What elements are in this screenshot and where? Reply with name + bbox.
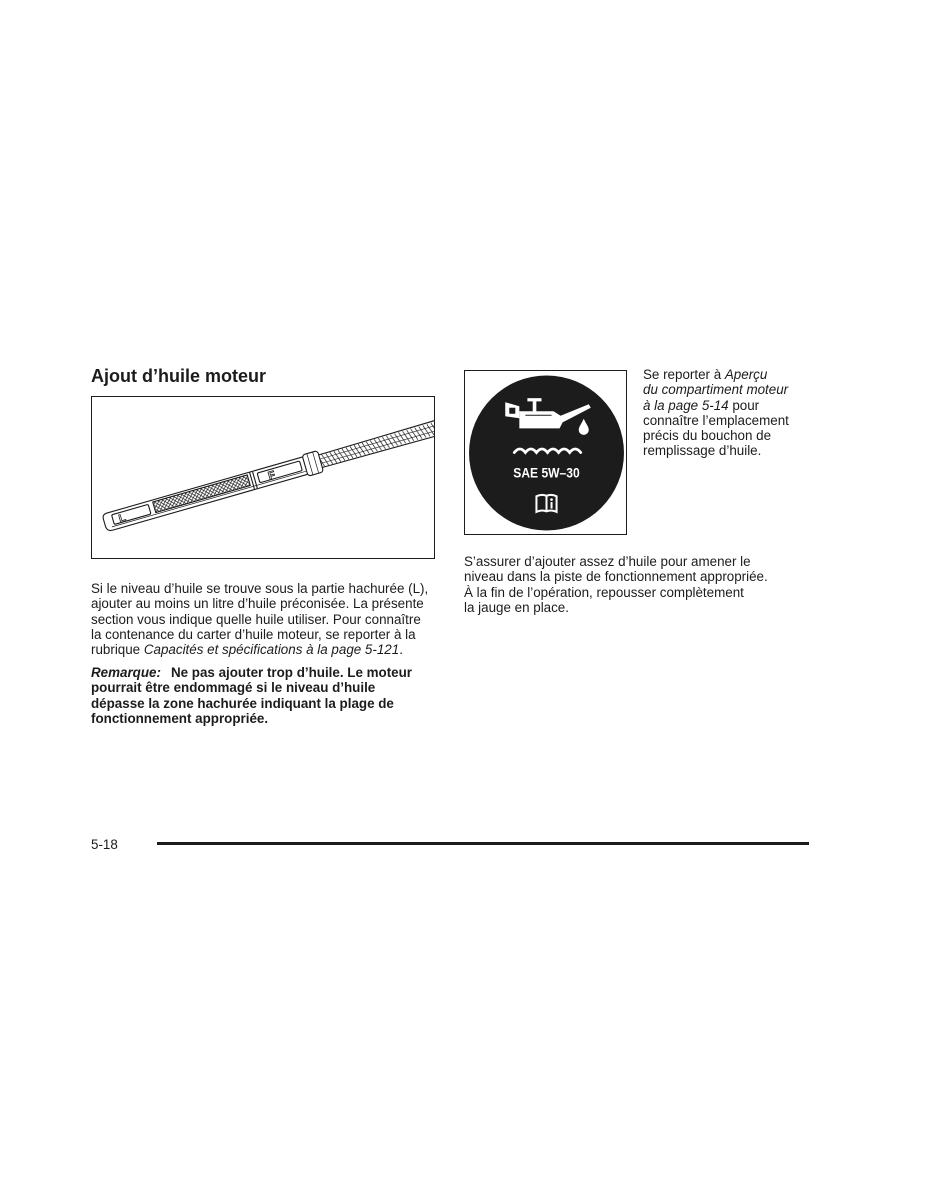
fill-level-paragraph (464, 554, 768, 615)
dipstick (101, 404, 434, 534)
paragraph-line: remplissage d’huile. (643, 443, 762, 459)
dipstick-illustration (91, 396, 435, 559)
note-line: pourrait être endommagé si le niveau d’huile (91, 680, 376, 696)
oil-spec-label: SAE 5W–30 (513, 464, 580, 481)
paragraph-line: section vous indique quelle huile utiliser. Pour connaître (91, 611, 421, 627)
cross-reference: à la page 5-14 (643, 397, 729, 413)
paragraph-line: ajouter au moins un litre d’huile préconisée. La présente (91, 596, 424, 612)
caution-note (91, 665, 412, 726)
oil-fill-cap-illustration (464, 370, 627, 535)
cross-reference: du compartiment moteur (643, 382, 789, 398)
line-text: pour (728, 397, 760, 413)
paragraph-line: la contenance du carter d’huile moteur, se reporter à la (91, 626, 416, 642)
note-line: dépasse la zone hachurée indiquant la plage de (91, 695, 394, 711)
cap-location-note (643, 367, 789, 459)
oil-fill-cap-symbol (465, 371, 626, 534)
dipstick-cable (316, 407, 434, 469)
paragraph-line (643, 367, 789, 382)
cross-reference: Aperçu (724, 367, 768, 382)
footer-rule (157, 842, 809, 845)
page-number: 5-18 (91, 837, 118, 852)
paragraph-line: S’assurer d’ajouter assez d’huile pour amener le (464, 554, 751, 569)
paragraph-line: Si le niveau d’huile se trouve sous la partie hachurée (L), (91, 581, 429, 596)
dipstick-drawing (92, 397, 434, 558)
line-text: Ne pas ajouter trop d’huile. Le moteur (170, 665, 413, 680)
note-line: fonctionnement appropriée. (91, 710, 269, 726)
note-line (91, 665, 412, 680)
full-mark-label: F (266, 469, 277, 483)
paragraph-line (91, 642, 428, 657)
paragraph-line: À la fin de l’opération, repousser complètement (464, 584, 744, 600)
line-text: . (399, 642, 403, 658)
paragraph-line: précis du bouchon de (643, 428, 772, 444)
paragraph-line: connaître l’emplacement (643, 412, 789, 428)
paragraph-line: niveau dans la piste de fonctionnement appropriée. (464, 569, 768, 585)
section-title: Ajout d’huile moteur (91, 366, 266, 386)
note-label: Remarque: (91, 665, 161, 680)
line-text: rubrique (91, 642, 144, 658)
line-text: Se reporter à (643, 367, 725, 382)
oil-level-paragraph (91, 581, 428, 657)
paragraph-line (643, 398, 789, 413)
low-mark-label: L (117, 511, 128, 526)
cross-reference: Capacités et spécifications à la page 5-121 (143, 642, 400, 658)
paragraph-line: la jauge en place. (464, 599, 569, 615)
